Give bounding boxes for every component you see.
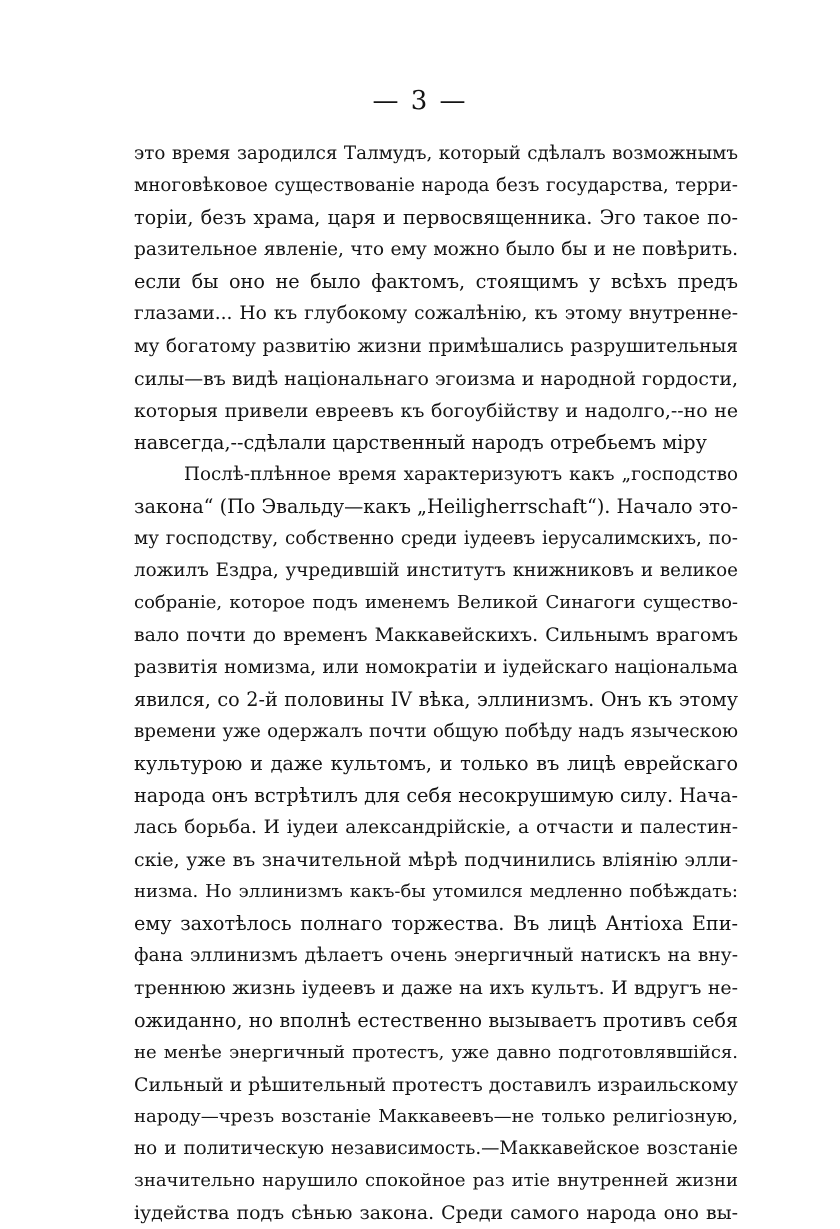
text-line: силы—въ видѣ національнаго эгоизма и народной гордости,	[134, 367, 738, 390]
text-body	[134, 138, 738, 1229]
text-line: если бы оно не было фактомъ, стоящимъ у всѣхъ предъ	[134, 270, 738, 294]
text-line: глазами... Но къ глубокому сожалѣнію, къ этому внутренне-	[134, 303, 738, 325]
text-line: народу—чрезъ возстаніе Маккавеевъ—не только религіозную,	[134, 1105, 738, 1127]
text-line: Сильный и рѣшительный протестъ доставилъ израильскому	[134, 1073, 738, 1096]
text-line: ему захотѣлось полнаго торжества. Въ лицѣ Антіоха Епи-	[134, 912, 738, 936]
text-line: му господству, собственно среди іудеевъ іерусалимскихъ, по-	[134, 528, 738, 550]
text-line: не менѣе энергичный протестъ, уже давно подготовлявшійся.	[134, 1041, 738, 1063]
text-line: собраніе, которое подъ именемъ Великой Синагоги существо-	[134, 592, 738, 614]
text-line: вало почти до временъ Маккавейскихъ. Сильнымъ врагомъ	[134, 624, 738, 647]
text-line: развитія номизма, или номократіи и іудейскаго національма	[134, 656, 738, 678]
text-line: значительно нарушило спокойное раз итіе внутренней жизни	[134, 1170, 738, 1191]
text-line: культурою и даже культомъ, и только въ лицѣ еврейскаго	[134, 751, 738, 775]
text-line: лась борьба. И іудеи александрійскіе, а отчасти и палестин-	[134, 816, 738, 838]
text-line: ожиданно, но вполнѣ естественно вызываетъ противъ себя	[134, 1008, 738, 1032]
text-line: народа онъ встрѣтилъ для себя несокрушимую силу. Нача-	[134, 783, 738, 807]
text-line: времени уже одержалъ почти общую побѣду надъ языческою	[134, 720, 738, 742]
text-line: явился, со 2-й половины IV вѣка, эллинизмъ. Онъ къ этому	[134, 687, 738, 711]
text-line: навсегда,--сдѣлали царственный народъ отребьемъ міру	[134, 430, 707, 454]
text-line: торіи, безъ храма, царя и первосвященника. Эго такое по-	[134, 206, 738, 230]
text-line: это время зародился Талмудъ, который сдѣлалъ возможнымъ	[134, 143, 738, 164]
text-line: скіе, уже въ значительной мѣрѣ подчинились вліянію элли-	[134, 849, 738, 872]
text-line: іудейства подъ сѣнью закона. Среди самого народа оно вы-	[134, 1202, 738, 1225]
page-number: — 3 —	[372, 86, 468, 116]
paragraph-1	[134, 138, 738, 459]
text-line: треннюю жизнь іудеевъ и даже на ихъ культъ. И вдругъ не-	[134, 977, 738, 1000]
text-line: ложилъ Ездра, учредившій институтъ книжниковъ и великое	[134, 560, 738, 582]
text-line: многовѣковое существованіе народа безъ государства, терри-	[134, 175, 738, 197]
text-line: но и политическую независимость.—Маккавейское возстаніе	[134, 1137, 738, 1159]
paragraph-2	[134, 459, 738, 1229]
text-line: му богатому развитію жизни примѣшались разрушительныя	[134, 335, 738, 357]
text-line: Послѣ-плѣнное время характеризуютъ какъ „господство	[184, 463, 738, 485]
text-line: разительное явленіе, что ему можно было бы и не повѣрить.	[134, 239, 738, 261]
text-line: закона“ (По Эвальду—какъ „Heiligherrschaft“). Начало это-	[134, 495, 738, 519]
text-line: которыя привели евреевъ къ богоубійству и надолго,--но не	[134, 399, 738, 422]
text-line: фана эллинизмъ дѣлаетъ очень энергичный натискъ на вну-	[134, 945, 738, 967]
text-line: низма. Но эллинизмъ какъ-бы утомился медленно побѣждать:	[134, 881, 738, 903]
